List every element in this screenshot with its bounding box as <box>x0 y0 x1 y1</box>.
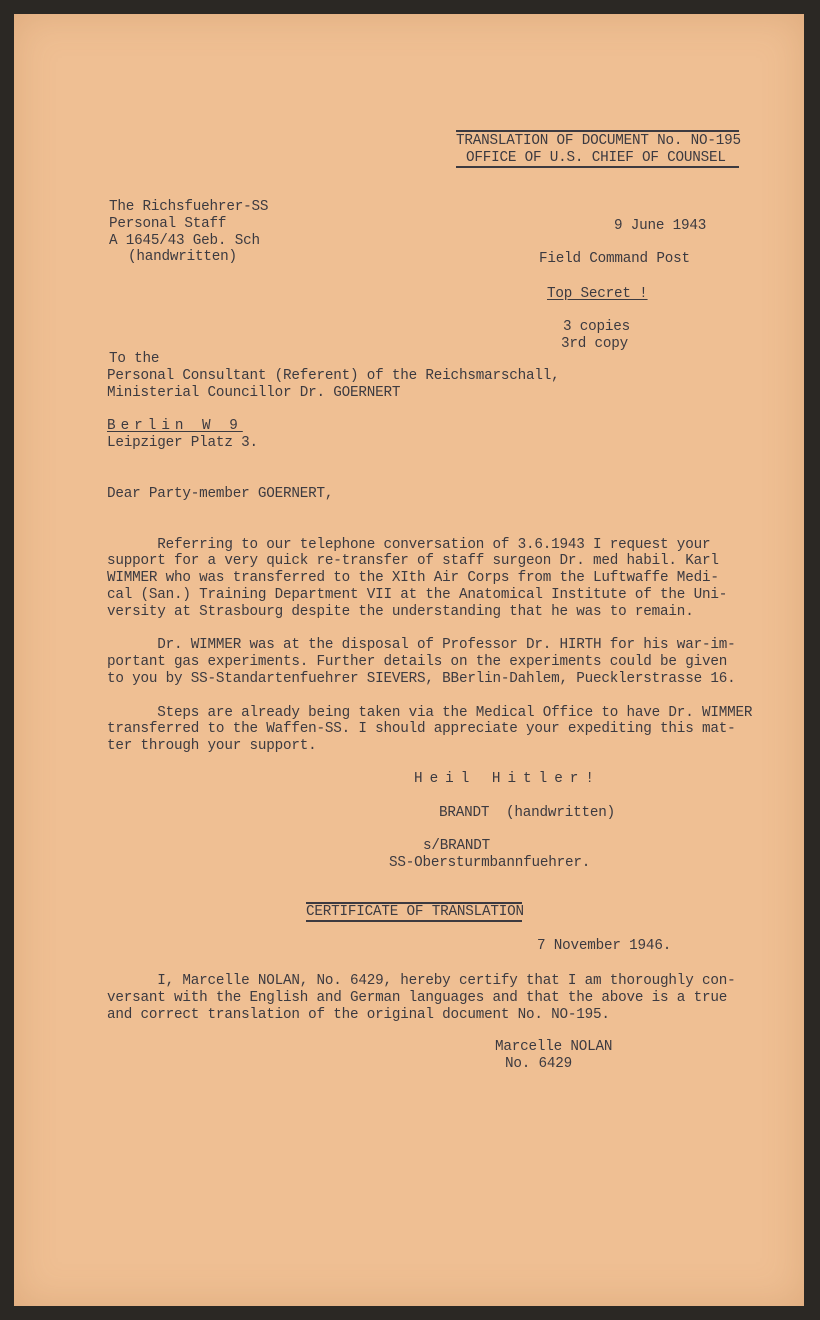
header-top-rule <box>456 130 739 132</box>
header-line-1: TRANSLATION OF DOCUMENT No. NO-195 <box>456 133 741 149</box>
paragraph-1-line: versity at Strasbourg despite the understanding that he was to remain. <box>107 604 694 620</box>
closing-signed: s/BRANDT <box>423 838 491 854</box>
recipient-city: Berlin W 9 <box>107 418 243 434</box>
copies-count: 3 copies <box>563 319 631 335</box>
sender-line-4: (handwritten) <box>128 249 237 265</box>
certificate-bottom-rule <box>306 920 522 922</box>
classification: Top Secret ! <box>547 286 648 302</box>
paragraph-2-line: Dr. WIMMER was at the disposal of Professor Dr. HIRTH for his war-im- <box>107 637 736 653</box>
sender-line-2: Personal Staff <box>109 216 227 232</box>
paragraph-3-line: ter through your support. <box>107 738 317 754</box>
paragraph-3-line: Steps are already being taken via the Medical Office to have Dr. WIMMER <box>107 705 753 721</box>
header-bottom-rule <box>456 166 739 168</box>
paragraph-1-line: cal (San.) Training Department VII at the Anatomical Institute of the Uni- <box>107 587 728 603</box>
certificate-title: CERTIFICATE OF TRANSLATION <box>306 904 524 920</box>
sender-line-3: A 1645/43 Geb. Sch <box>109 233 260 249</box>
paragraph-2-line: to you by SS-Standartenfuehrer SIEVERS, BBerlin-Dahlem, Puecklerstrasse 16. <box>107 671 736 687</box>
recipient-line-3: Ministerial Councillor Dr. GOERNERT <box>107 385 401 401</box>
recipient-street: Leipziger Platz 3. <box>107 435 258 451</box>
recipient-line-2: Personal Consultant (Referent) of the Reichsmarschall, <box>107 368 560 384</box>
salutation: Dear Party-member GOERNERT, <box>107 486 334 502</box>
certificate-body-line: and correct translation of the original document No. NO-195. <box>107 1007 610 1023</box>
paragraph-3-line: transferred to the Waffen-SS. I should appreciate your expediting this mat- <box>107 721 736 737</box>
certificate-body-line: versant with the English and German languages and that the above is a true <box>107 990 728 1006</box>
paragraph-1-line: support for a very quick re-transfer of staff surgeon Dr. med habil. Karl <box>107 553 719 569</box>
closing-greeting: Heil Hitler! <box>414 771 601 787</box>
paragraph-1-line: Referring to our telephone conversation of 3.6.1943 I request your <box>107 537 711 553</box>
letter-date: 9 June 1943 <box>614 218 707 234</box>
closing-rank: SS-Obersturmbannfuehrer. <box>389 855 591 871</box>
paragraph-2-line: portant gas experiments. Further details on the experiments could be given <box>107 654 728 670</box>
copy-number: 3rd copy <box>561 336 629 352</box>
certificate-date: 7 November 1946. <box>537 938 672 954</box>
closing-signature: BRANDT (handwritten) <box>439 805 615 821</box>
translator-number: No. 6429 <box>505 1056 573 1072</box>
header-line-2: OFFICE OF U.S. CHIEF OF COUNSEL <box>466 150 726 166</box>
translator-name: Marcelle NOLAN <box>495 1039 613 1055</box>
sender-line-1: The Richsfuehrer-SS <box>109 199 269 215</box>
letter-place: Field Command Post <box>539 251 690 267</box>
recipient-line-1: To the <box>109 351 160 367</box>
certificate-body-line: I, Marcelle NOLAN, No. 6429, hereby certify that I am thoroughly con- <box>107 973 736 989</box>
paragraph-1-line: WIMMER who was transferred to the XIth Air Corps from the Luftwaffe Medi- <box>107 570 719 586</box>
